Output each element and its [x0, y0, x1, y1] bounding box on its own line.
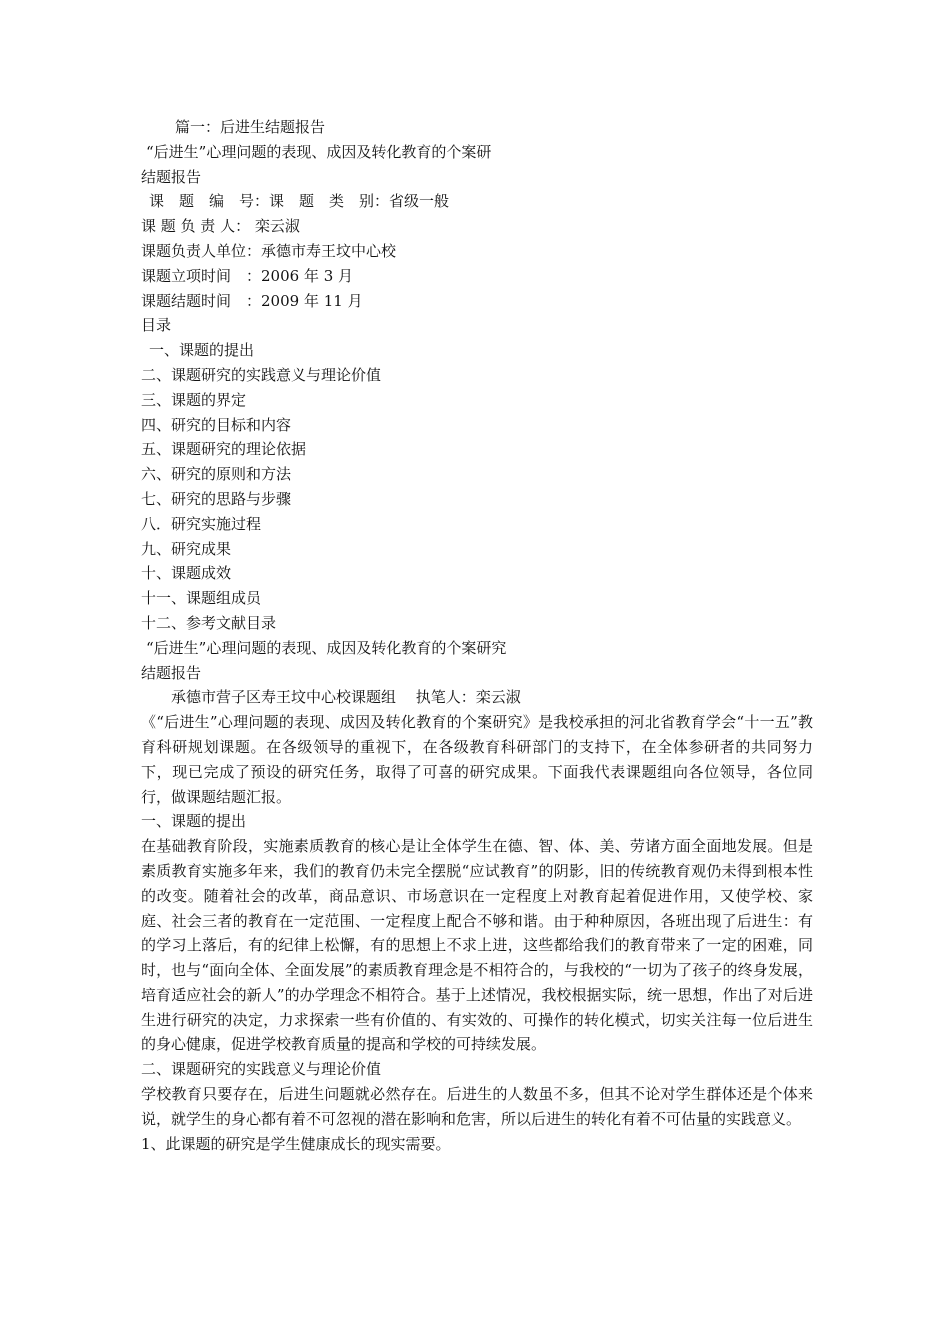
toc-item: 八．研究实施过程: [141, 514, 262, 533]
section-2-paragraph: 学校教育只要存在，后进生问题就必然存在。后进生的人数虽不多，但其不论对学生群体还是个体来说，就学生的身心都有着不可忽视的潜在影响和危害，所以后进生的转化有着不可估量的实践意义。: [141, 1085, 813, 1128]
topic-start-line: 课题立项时间 ：2006 年 3 月: [141, 266, 354, 285]
toc-heading: 目录: [141, 316, 172, 335]
report-title: “后进生”心理问题的表现、成因及转化教育的个案研究: [146, 638, 507, 657]
topic-end-line: 课题结题时间 ：2009 年 11 月: [141, 291, 363, 310]
toc-item: 六、研究的原则和方法: [141, 465, 292, 484]
document-page: [141, 115, 813, 1156]
toc-item: 十一、课题组成员: [141, 589, 262, 608]
toc-item: 十二、参考文献目录: [141, 613, 277, 632]
section-2-heading: 二、课题研究的实践意义与理论价值: [141, 1060, 382, 1079]
chapter-heading: 篇一：后进生结题报告: [175, 118, 326, 136]
toc-item: 九、研究成果: [141, 539, 232, 558]
toc-item: 十、课题成效: [141, 564, 232, 583]
toc-item: 三、课题的界定: [141, 390, 247, 409]
topic-code-line: 课 题 编 号：课 题 类 别：省级一般: [149, 192, 450, 211]
topic-unit-line: 课题负责人单位：承德市寿王坟中心校: [141, 241, 397, 260]
document-subtitle: 结题报告: [141, 167, 202, 186]
document-title: “后进生”心理问题的表现、成因及转化教育的个案研: [146, 142, 492, 161]
topic-leader-line: 课 题 负 责 人： 栾云淑: [141, 217, 300, 236]
toc-item: 四、研究的目标和内容: [141, 415, 292, 434]
toc-item: 七、研究的思路与步骤: [141, 489, 292, 508]
report-author: 承德市营子区寿王坟中心校课题组 执笔人：栾云淑: [171, 688, 521, 707]
intro-paragraph: 《“后进生”心理问题的表现、成因及转化教育的个案研究》是我校承担的河北省教育学会“十一五”教育科研规划课题。在各级领导的重视下，在各级教育科研部门的支持下，在全体参研者的共同努力下，现已完成了预设的研究任务，取得了可喜的研究成果。下面我代表课题组向各位领导，各位同行，做课题结题汇报。: [141, 713, 813, 806]
toc-item: 五、课题研究的理论依据: [141, 440, 307, 459]
section-2-point-1: 1、此课题的研究是学生健康成长的现实需要。: [141, 1134, 451, 1153]
section-1-paragraph: 在基础教育阶段，实施素质教育的核心是让全体学生在德、智、体、美、劳诸方面全面地发展。但是素质教育实施多年来，我们的教育仍未完全摆脱“应试教育”的阴影，旧的传统教育观仍未得到根本性的改变。随着社会的改革，商品意识、市场意识在一定程度上对教育起着促进作用，又使学校、家庭、社会三者的教育在一定范围、一定程度上配合不够和谐。由于种种原因，各班出现了后进生：有的学习上落后，有的纪律上松懈，有的思想上不求上进，这些都给我们的教育带来了一定的困难，同时，也与“面向全体、全面发展”的素质教育理念是不相符合的，与我校的“一切为了孩子的终身发展，培育适应社会的新人”的办学理念不相符合。基于上述情况，我校根据实际，统一思想，作出了对后进生进行研究的决定，力求探索一些有价值的、有实效的、可操作的转化模式，切实关注每一位后进生的身心健康，促进学校教育质量的提高和学校的可持续发展。: [141, 837, 813, 1054]
toc-item: 二、课题研究的实践意义与理论价值: [141, 365, 382, 384]
toc-item: 一、课题的提出: [149, 341, 255, 360]
report-subtitle: 结题报告: [141, 663, 202, 682]
section-1-heading: 一、课题的提出: [141, 812, 247, 831]
